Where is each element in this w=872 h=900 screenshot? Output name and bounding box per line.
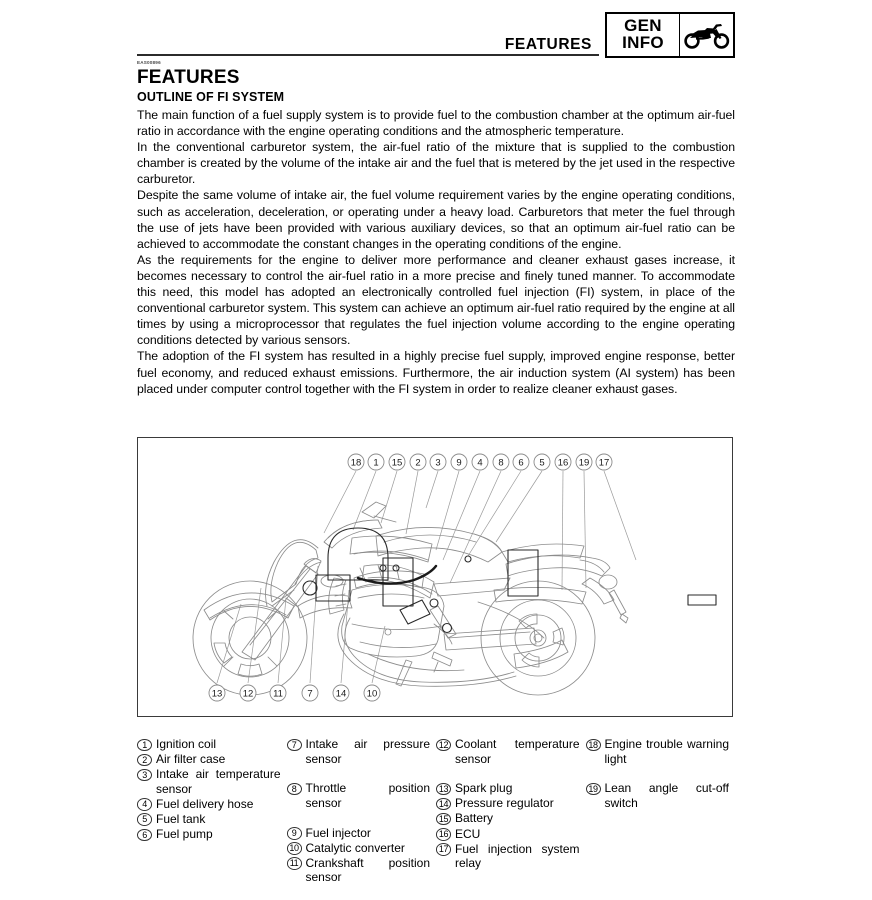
legend-number: 19	[586, 783, 601, 796]
legend-item	[137, 827, 281, 842]
document-code: EAS00896	[137, 60, 161, 65]
legend-label: Fuel pump	[156, 827, 213, 842]
legend-number: 12	[436, 739, 451, 752]
gen-info-tab	[605, 12, 735, 58]
legend-label: Catalytic converter	[305, 840, 405, 855]
legend-label: Engine trouble warning light	[604, 737, 729, 766]
header-divider-rule	[137, 54, 599, 56]
legend-item	[137, 752, 281, 767]
legend-label: Lean angle cut-off switch	[604, 781, 729, 810]
legend-item	[436, 842, 580, 886]
gen-info-label	[607, 14, 680, 56]
legend-number: 16	[436, 828, 451, 841]
legend-item	[436, 827, 580, 842]
page-title: FEATURES	[137, 67, 240, 88]
legend-item	[436, 796, 580, 811]
legend-column-3	[436, 737, 586, 900]
legend-number: 11	[287, 857, 302, 870]
diagram-callouts-top	[348, 454, 612, 470]
legend-item	[287, 841, 431, 856]
legend-label: Intake air temperature sensor	[156, 767, 281, 796]
legend-label: Fuel injector	[305, 825, 371, 840]
legend-item	[137, 767, 281, 796]
legend-label: Intake air pressure sensor	[305, 737, 430, 766]
legend-label: Crankshaft position sensor	[305, 855, 430, 885]
callout-top-5: 9	[456, 457, 462, 469]
legend-number: 18	[586, 739, 601, 752]
callout-top-4: 3	[435, 457, 441, 469]
legend-number: 10	[287, 842, 302, 855]
legend-number: 4	[137, 798, 152, 811]
legend-column-1	[137, 737, 287, 900]
callout-top-1: 1	[373, 457, 379, 469]
callout-top-7: 8	[498, 457, 504, 469]
legend-label: ECU	[455, 826, 481, 841]
callout-bottom-4: 14	[335, 688, 347, 700]
header-title: FEATURES	[504, 36, 592, 53]
legend-number: 3	[137, 769, 152, 782]
section-heading: OUTLINE OF FI SYSTEM	[137, 90, 285, 104]
legend-label: Spark plug	[455, 781, 513, 796]
legend-item	[586, 737, 730, 781]
callout-bottom-5: 10	[366, 688, 378, 700]
legend-number: 17	[436, 843, 451, 856]
motorcycle-line-art	[138, 438, 731, 715]
legend-item	[287, 856, 431, 900]
body-paragraph: In the conventional carburetor system, the air-fuel ratio of the mixture that is supplied to the combustion chamber is created by the volume of the intake air and the fuel that is metered by the jet used in the respective carburetor.	[137, 140, 735, 187]
legend-number: 7	[287, 739, 302, 752]
callout-top-6: 4	[477, 457, 483, 469]
legend-label: Fuel tank	[156, 811, 206, 826]
callout-bottom-3: 7	[307, 688, 313, 700]
legend-label: Pressure regulator	[455, 796, 554, 811]
body-paragraph: As the requirements for the engine to deliver more performance and cleaner exhaust gases increase, it becomes necessary to control the air-fuel ratio in a more precise and finely tuned manner. To accommodate this need, this model has adopted an electronically controlled fuel injection (FI) system, in place of the conventional carburetor system. This system can achieve an optimum air-fuel ratio required by the engine at all times by using a microprocessor that regulates the fuel injection volume according to the engine operating conditions detected by various sensors.	[137, 252, 735, 348]
legend-label: Fuel delivery hose	[156, 796, 254, 811]
legend-column-2	[287, 737, 437, 900]
legend-number: 6	[137, 829, 152, 842]
callout-bottom-2: 11	[273, 688, 283, 700]
legend-column-4	[586, 737, 736, 900]
legend-label: Fuel injection system relay	[455, 841, 580, 871]
callout-top-2: 15	[391, 457, 403, 469]
legend-number: 15	[436, 813, 451, 826]
callout-top-10: 16	[557, 457, 569, 469]
legend-item	[137, 797, 281, 812]
page-content	[137, 60, 735, 397]
callout-top-0: 18	[350, 457, 362, 469]
callout-bottom-1: 12	[242, 688, 254, 700]
gen-info-line1: GEN	[624, 15, 662, 35]
legend-number: 2	[137, 754, 152, 767]
gen-info-line2: INFO	[622, 32, 664, 52]
motorcycle-icon	[680, 14, 733, 56]
legend-item	[436, 737, 580, 781]
diagram-legend	[137, 737, 735, 900]
legend-label: Air filter case	[156, 752, 226, 767]
legend-item	[436, 781, 580, 796]
legend-item	[287, 781, 431, 825]
legend-item	[137, 812, 281, 827]
callout-top-3: 2	[415, 457, 421, 469]
legend-number: 8	[287, 783, 302, 796]
callout-top-8: 6	[518, 457, 524, 469]
legend-number: 5	[137, 813, 152, 826]
legend-number: 13	[436, 783, 451, 796]
body-paragraph: The adoption of the FI system has resulted in a highly precise fuel supply, improved engine response, better fuel economy, and reduced exhaust emissions. Furthermore, the air induction system (AI system) has been placed under computer control together with the FI system in order to realize cleaner exhaust gases.	[137, 349, 735, 396]
legend-label: Throttle position sensor	[305, 781, 430, 810]
legend-number: 14	[436, 798, 451, 811]
legend-number: 9	[287, 827, 302, 840]
legend-number: 1	[137, 739, 152, 752]
legend-item	[137, 737, 281, 752]
page-header	[137, 12, 735, 58]
legend-item	[586, 781, 730, 825]
legend-item	[436, 811, 580, 826]
callout-top-12: 17	[598, 457, 610, 469]
legend-label: Battery	[455, 811, 494, 826]
callout-bottom-0: 13	[211, 688, 223, 700]
legend-label: Ignition coil	[156, 737, 217, 751]
fi-system-diagram	[137, 437, 733, 717]
legend-item	[287, 826, 431, 841]
callout-top-11: 19	[578, 457, 590, 469]
legend-item	[287, 737, 431, 781]
body-paragraph: Despite the same volume of intake air, the fuel volume requirement varies by the engine operating conditions, such as acceleration, deceleration, or operating under a heavy load. Carburetors that meter the fuel through the use of jets have been provided with various auxiliary devices, so that an optimum air-fuel ratio can be achieved to accommodate the constant changes in the operating conditions of the engine.	[137, 188, 735, 251]
legend-label: Coolant temperature sensor	[455, 737, 580, 766]
body-paragraph: The main function of a fuel supply system is to provide fuel to the combustion chamber at the optimum air-fuel ratio in accordance with the engine operating conditions and the atmospheric temperature.	[137, 108, 735, 139]
callout-top-9: 5	[539, 457, 545, 469]
